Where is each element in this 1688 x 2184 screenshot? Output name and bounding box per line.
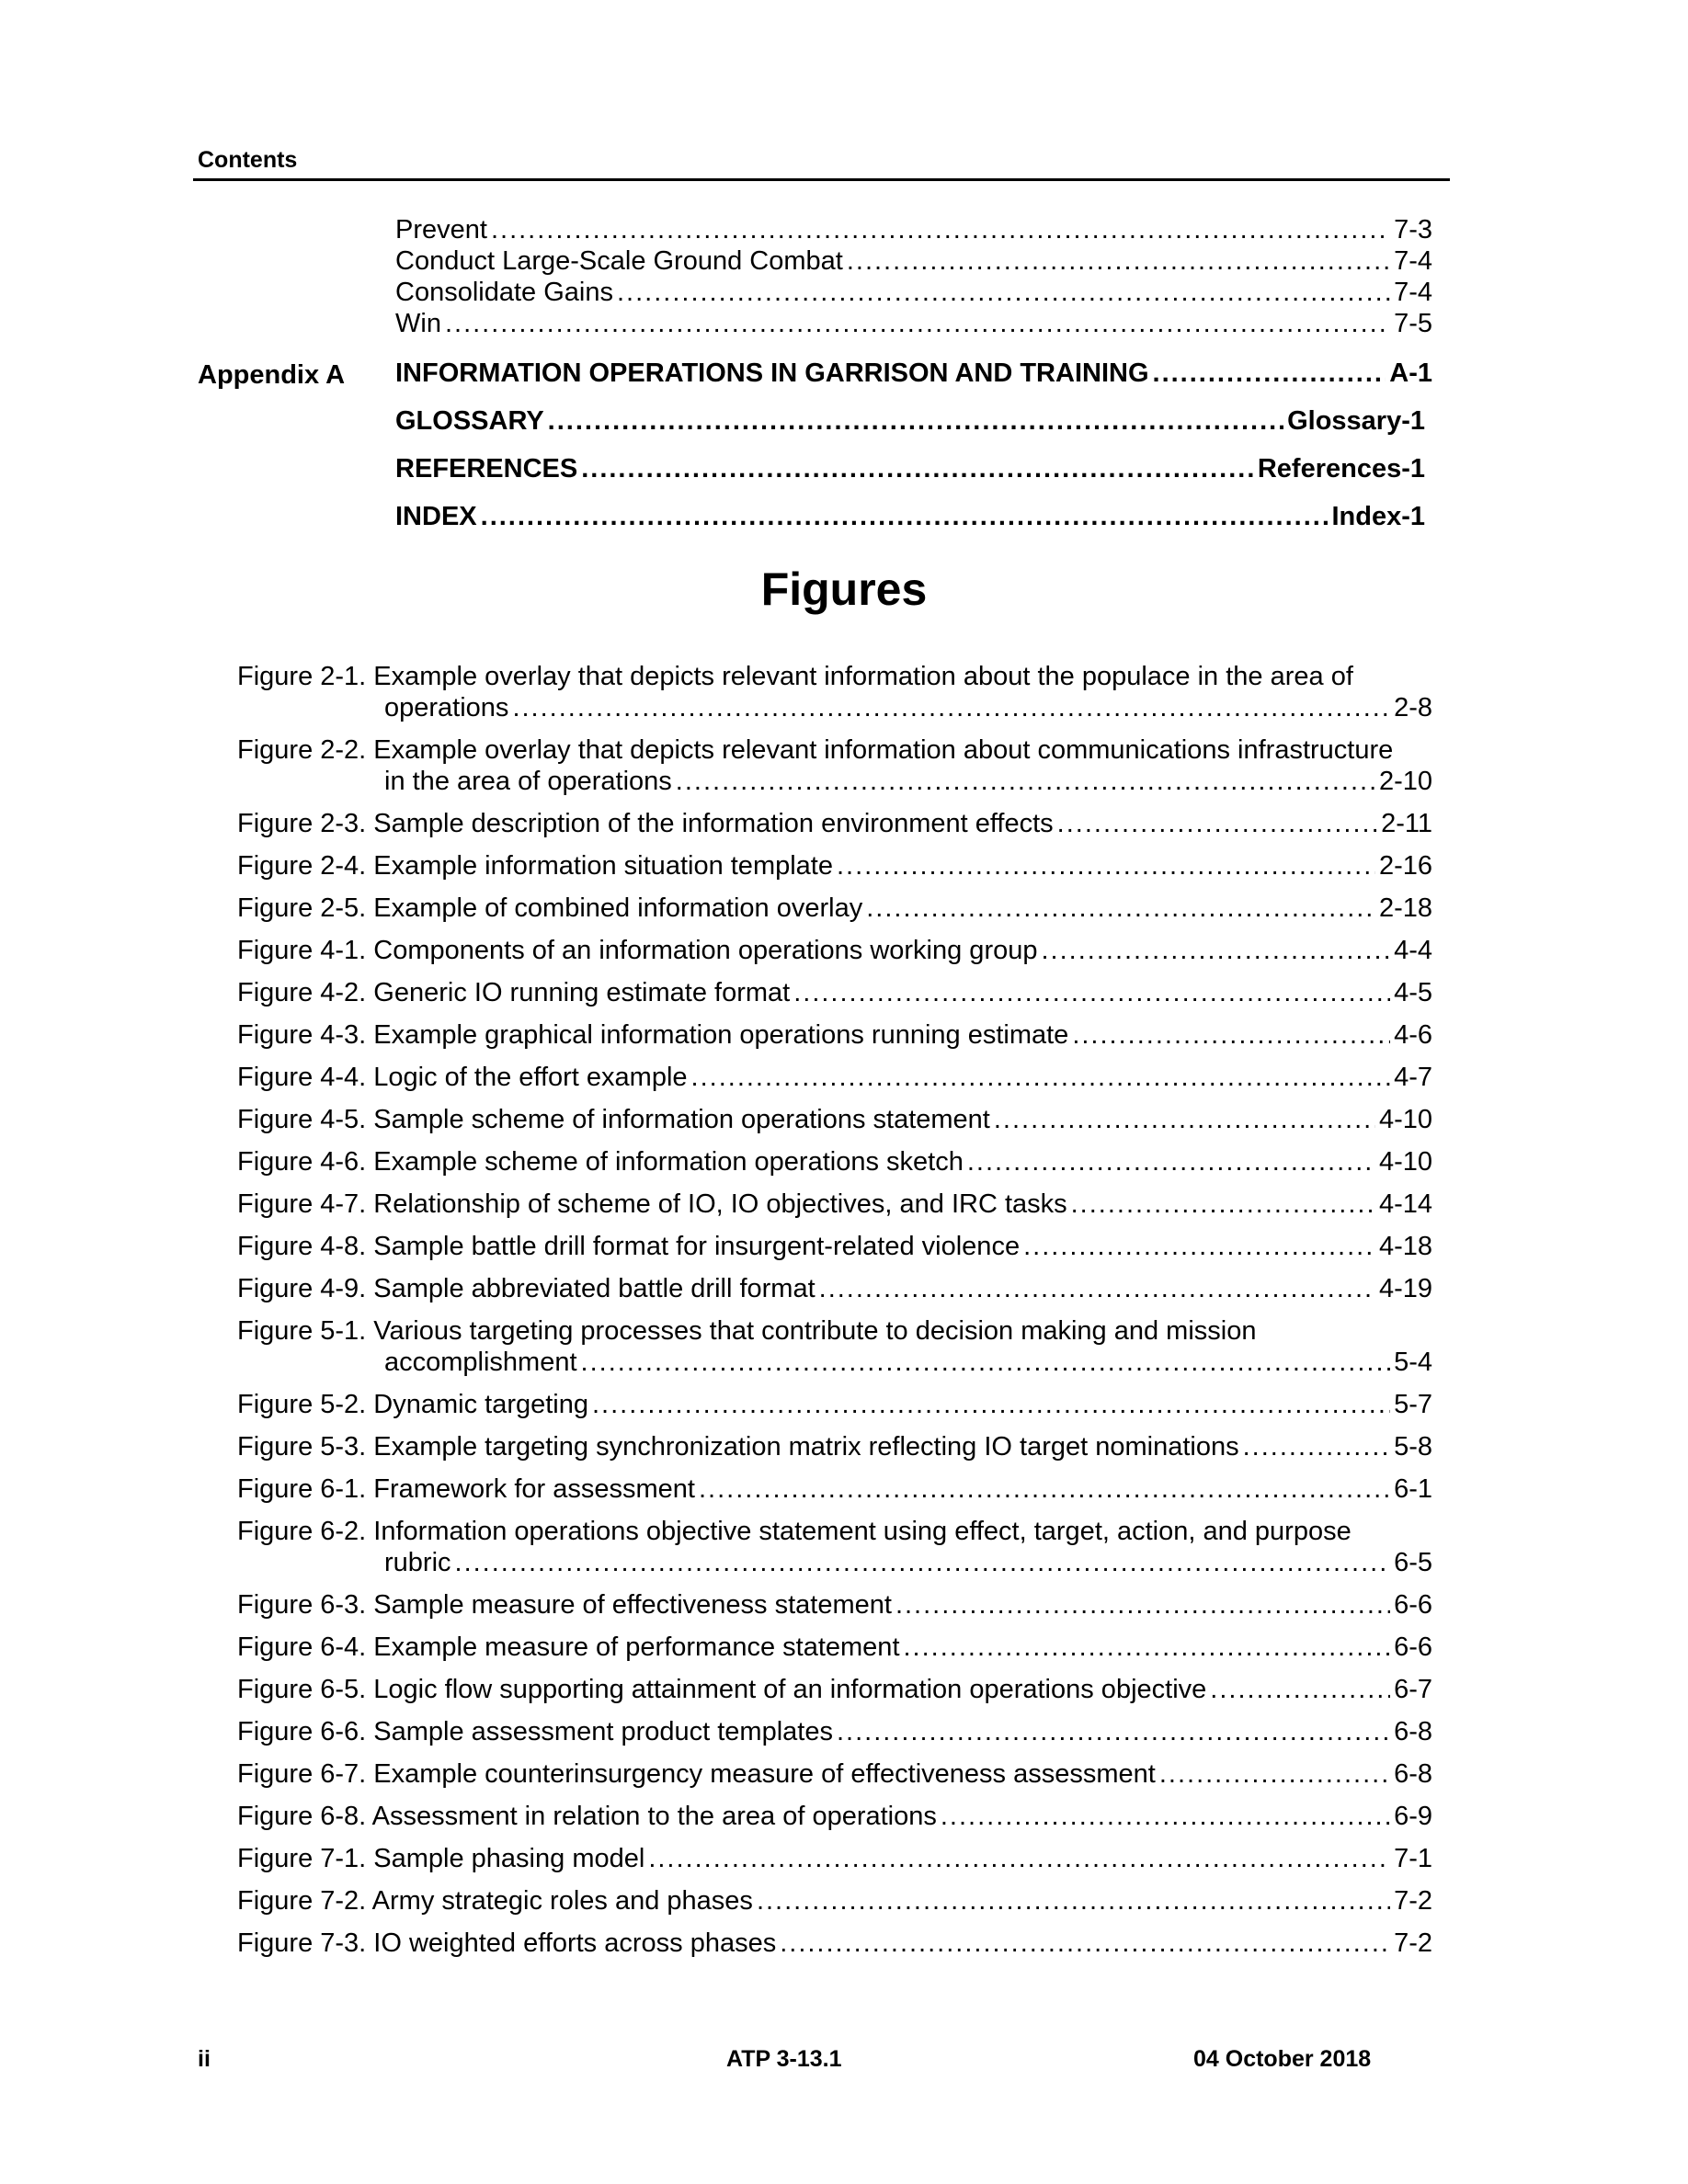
appendix-page: A-1: [1389, 358, 1432, 388]
dot-leader: [1023, 1232, 1375, 1262]
figure-entry[interactable]: [237, 936, 1432, 966]
figure-title: Figure 6-5. Logic flow supporting attainment of an information operations objective: [237, 1675, 1207, 1704]
figure-page: 4-6: [1394, 1020, 1432, 1050]
figure-title: Figure 5-2. Dynamic targeting: [237, 1390, 588, 1419]
figure-entry[interactable]: [237, 1675, 1432, 1705]
figure-entry[interactable]: [384, 1548, 1432, 1578]
dot-leader: [904, 1632, 1391, 1663]
toc-entry[interactable]: [395, 309, 1432, 339]
toc-entry[interactable]: [395, 215, 1432, 245]
figure-page: 4-19: [1378, 1274, 1432, 1303]
dot-leader: [837, 851, 1375, 882]
figure-title: Figure 6-1. Framework for assessment: [237, 1474, 695, 1504]
figure-title: Figure 2-4. Example information situation template: [237, 851, 833, 881]
figure-entry[interactable]: [237, 1632, 1432, 1663]
figure-entry[interactable]: [384, 1348, 1432, 1378]
appendix-entry[interactable]: [395, 358, 1432, 389]
figure-entry[interactable]: [237, 1590, 1432, 1621]
dot-leader: [699, 1474, 1390, 1505]
glossary-entry[interactable]: [395, 406, 1425, 437]
figure-entry-first-line[interactable]: Figure 2-1. Example overlay that depicts relevant information about the populace in the area of: [237, 662, 1353, 691]
dot-leader: [1210, 1675, 1390, 1705]
figure-entry-first-line[interactable]: Figure 5-1. Various targeting processes that contribute to decision making and mission: [237, 1316, 1257, 1346]
dot-leader: [581, 1348, 1391, 1378]
toc-entry-title: REFERENCES: [395, 454, 578, 483]
figure-title: Figure 4-8. Sample battle drill format for insurgent-related violence: [237, 1232, 1021, 1261]
figure-entry[interactable]: [237, 1147, 1432, 1177]
appendix-title: INFORMATION OPERATIONS IN GARRISON AND TRAINING: [395, 358, 1149, 388]
toc-entry-title: Conduct Large-Scale Ground Combat: [395, 246, 843, 276]
dot-leader: [941, 1802, 1390, 1832]
figure-title: Figure 4-2. Generic IO running estimate format: [237, 978, 791, 1007]
figure-entry[interactable]: [237, 1105, 1432, 1135]
dot-leader: [837, 1717, 1390, 1747]
figure-entry[interactable]: [237, 1020, 1432, 1051]
figure-page: 6-5: [1394, 1548, 1432, 1577]
figure-entry[interactable]: [237, 893, 1432, 924]
figure-page: 6-6: [1394, 1590, 1432, 1620]
dot-leader: [445, 309, 1390, 339]
figure-title: Figure 6-8. Assessment in relation to the area of operations: [237, 1802, 937, 1831]
toc-entry-page: Glossary-1: [1287, 406, 1425, 436]
dot-leader: [548, 406, 1283, 437]
figure-title: Figure 7-1. Sample phasing model: [237, 1844, 645, 1873]
dot-leader: [455, 1548, 1391, 1578]
figure-title: Figure 6-3. Sample measure of effectiveness statement: [237, 1590, 892, 1620]
appendix-label: Appendix A: [198, 360, 346, 390]
figure-title: Figure 7-3. IO weighted efforts across phases: [237, 1928, 777, 1958]
figure-entry[interactable]: [237, 1432, 1432, 1462]
figure-title: Figure 5-3. Example targeting synchronization matrix reflecting IO target nominations: [237, 1432, 1239, 1462]
toc-entry-page: 7-5: [1394, 309, 1432, 338]
figure-title: Figure 6-6. Sample assessment product templates: [237, 1717, 833, 1746]
figure-entry[interactable]: [237, 978, 1432, 1008]
figure-entry[interactable]: [237, 1390, 1432, 1420]
figure-page: 6-6: [1394, 1632, 1432, 1662]
figure-entry[interactable]: [237, 1063, 1432, 1093]
figure-page: 4-5: [1394, 978, 1432, 1007]
toc-entry[interactable]: [395, 278, 1432, 308]
figure-page: 4-18: [1378, 1232, 1432, 1261]
dot-leader: [819, 1274, 1375, 1304]
figure-title: Figure 4-6. Example scheme of information operations sketch: [237, 1147, 964, 1177]
dot-leader: [866, 893, 1375, 924]
toc-entry-title: Prevent: [395, 215, 487, 245]
figure-page: 7-2: [1394, 1886, 1432, 1916]
dot-leader: [592, 1390, 1390, 1420]
toc-entry-page: 7-3: [1394, 215, 1432, 245]
dot-leader: [1159, 1759, 1390, 1790]
dot-leader: [1071, 1189, 1375, 1220]
figure-entry[interactable]: [237, 851, 1432, 882]
footer-page-number: ii: [198, 2046, 211, 2072]
figure-page: 4-10: [1378, 1147, 1432, 1177]
toc-entry-page: References-1: [1257, 454, 1425, 483]
figure-title: Figure 6-4. Example measure of performance statement: [237, 1632, 900, 1662]
references-entry[interactable]: [395, 454, 1425, 484]
figure-entry[interactable]: [237, 1717, 1432, 1747]
dot-leader: [1153, 358, 1386, 389]
toc-entry-title: INDEX: [395, 502, 477, 531]
figure-entry[interactable]: [237, 1189, 1432, 1220]
figure-entry[interactable]: [237, 1232, 1432, 1262]
dot-leader: [581, 454, 1254, 484]
dot-leader: [1057, 809, 1377, 839]
figure-page: 7-2: [1394, 1928, 1432, 1958]
dot-leader: [793, 978, 1390, 1008]
running-header: Contents: [198, 147, 298, 173]
dot-leader: [780, 1928, 1390, 1959]
figure-page: 2-10: [1378, 767, 1432, 796]
toc-entry-title: GLOSSARY: [395, 406, 544, 436]
dot-leader: [691, 1063, 1391, 1093]
figure-entry[interactable]: [237, 1844, 1432, 1874]
figure-title: accomplishment: [384, 1348, 577, 1377]
toc-entry-page: 7-4: [1394, 278, 1432, 307]
figure-page: 6-1: [1394, 1474, 1432, 1504]
dot-leader: [1072, 1020, 1390, 1051]
dot-leader: [512, 693, 1390, 723]
figure-page: 4-7: [1394, 1063, 1432, 1092]
toc-entry-title: Win: [395, 309, 441, 338]
figure-page: 4-4: [1394, 936, 1432, 965]
figure-page: 4-14: [1378, 1189, 1432, 1219]
figure-entry[interactable]: [237, 1928, 1432, 1959]
figures-heading: Figures: [760, 563, 928, 615]
index-entry[interactable]: [395, 502, 1425, 532]
figure-entry-first-line[interactable]: Figure 2-2. Example overlay that depicts relevant information about communications infrastructure: [237, 735, 1394, 765]
figure-title: in the area of operations: [384, 767, 672, 796]
figure-page: 2-16: [1378, 851, 1432, 881]
dot-leader: [676, 767, 1375, 797]
footer-publication: ATP 3-13.1: [726, 2046, 842, 2072]
figure-title: Figure 4-7. Relationship of scheme of IO, IO objectives, and IRC tasks: [237, 1189, 1067, 1219]
toc-entry-page: Index-1: [1331, 502, 1425, 531]
footer-date: 04 October 2018: [1193, 2046, 1372, 2072]
dot-leader: [757, 1886, 1390, 1917]
figure-page: 5-8: [1394, 1432, 1432, 1462]
dot-leader: [847, 246, 1390, 277]
figure-title: Figure 4-9. Sample abbreviated battle drill format: [237, 1274, 815, 1303]
figure-page: 2-18: [1378, 893, 1432, 923]
figure-entry[interactable]: [384, 767, 1432, 797]
figure-title: Figure 4-5. Sample scheme of information operations statement: [237, 1105, 990, 1134]
figure-title: Figure 6-7. Example counterinsurgency measure of effectiveness assessment: [237, 1759, 1156, 1789]
dot-leader: [617, 278, 1390, 308]
figure-page: 5-7: [1394, 1390, 1432, 1419]
figure-entry[interactable]: [237, 1274, 1432, 1304]
figure-title: Figure 2-5. Example of combined information overlay: [237, 893, 863, 923]
figure-entry[interactable]: [237, 1759, 1432, 1790]
figure-page: 7-1: [1394, 1844, 1432, 1873]
figure-entry[interactable]: [237, 1474, 1432, 1505]
dot-leader: [967, 1147, 1375, 1177]
dot-leader: [1041, 936, 1390, 966]
figure-entry[interactable]: [237, 1886, 1432, 1917]
dot-leader: [648, 1844, 1390, 1874]
figure-page: 2-11: [1381, 809, 1432, 838]
figure-entry-first-line[interactable]: Figure 6-2. Information operations objective statement using effect, target, action, and purpose: [237, 1517, 1352, 1546]
figure-title: operations: [384, 693, 509, 722]
dot-leader: [481, 502, 1329, 532]
figure-entry[interactable]: [237, 1802, 1432, 1832]
figure-title: rubric: [384, 1548, 451, 1577]
dot-leader: [491, 215, 1390, 245]
figure-page: 6-7: [1394, 1675, 1432, 1704]
figure-page: 5-4: [1394, 1348, 1432, 1377]
toc-entry[interactable]: [395, 246, 1432, 277]
figure-title: Figure 4-4. Logic of the effort example: [237, 1063, 688, 1092]
figure-page: 4-10: [1378, 1105, 1432, 1134]
header-rule: [193, 178, 1450, 181]
figure-page: 6-9: [1394, 1802, 1432, 1831]
toc-entry-page: 7-4: [1394, 246, 1432, 276]
figure-entry[interactable]: [237, 809, 1432, 839]
figure-page: 2-8: [1394, 693, 1432, 722]
figure-title: Figure 7-2. Army strategic roles and phases: [237, 1886, 753, 1916]
dot-leader: [1243, 1432, 1390, 1462]
dot-leader: [895, 1590, 1390, 1621]
figure-page: 6-8: [1394, 1759, 1432, 1789]
toc-entry-title: Consolidate Gains: [395, 278, 613, 307]
figure-title: Figure 4-3. Example graphical information operations running estimate: [237, 1020, 1069, 1050]
figure-title: Figure 2-3. Sample description of the information environment effects: [237, 809, 1054, 838]
figure-page: 6-8: [1394, 1717, 1432, 1746]
dot-leader: [994, 1105, 1375, 1135]
figure-title: Figure 4-1. Components of an information operations working group: [237, 936, 1038, 965]
figure-entry[interactable]: [384, 693, 1432, 723]
